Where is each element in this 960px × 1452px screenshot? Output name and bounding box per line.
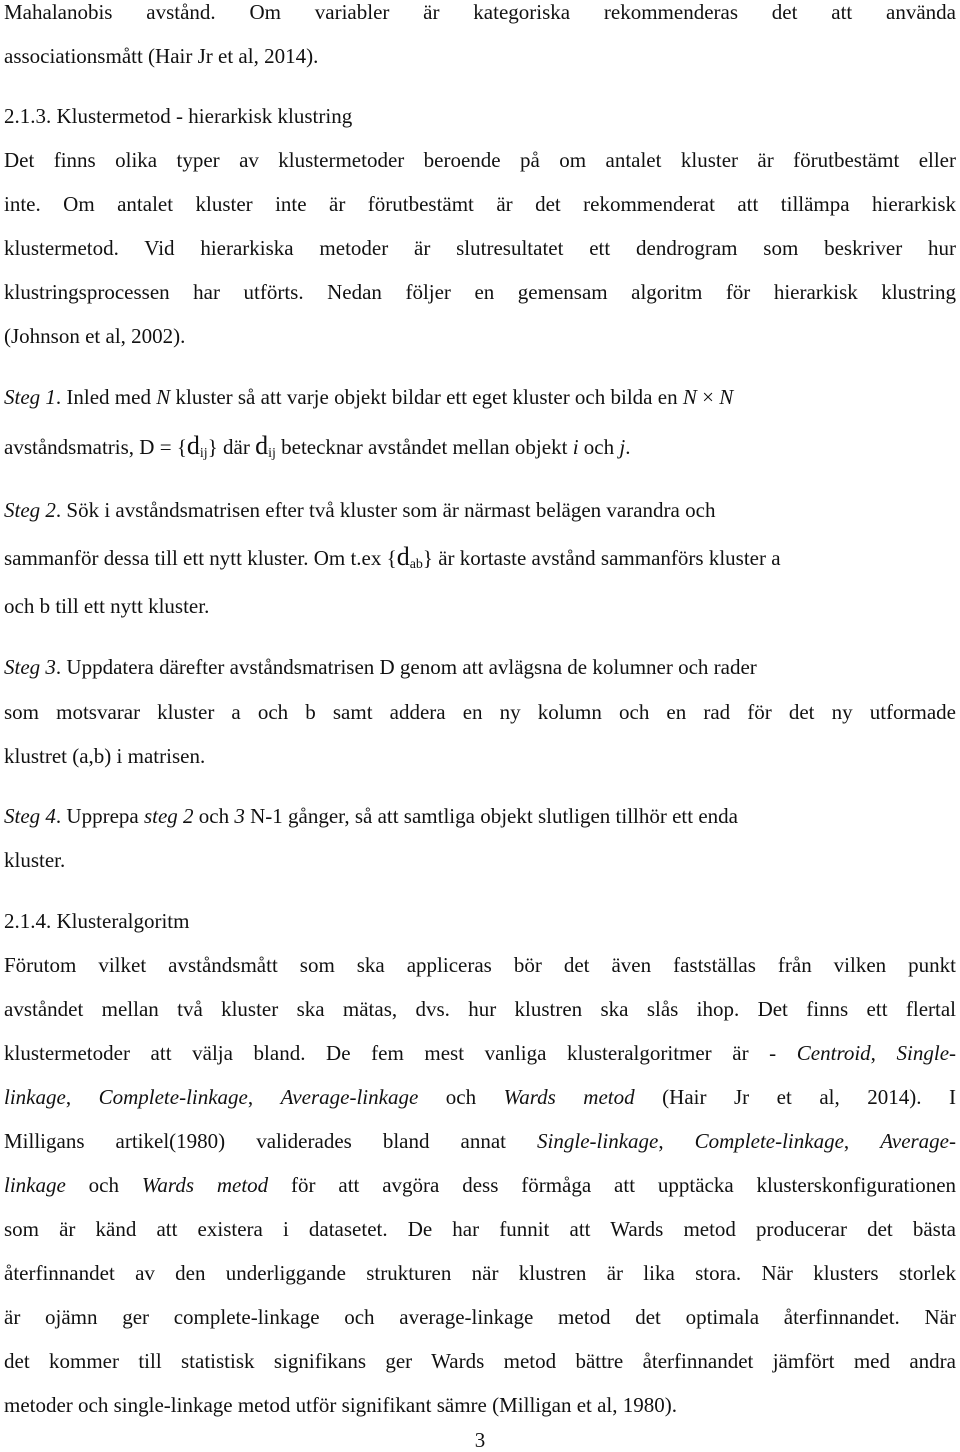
text-line: Milligans artikel(1980) validerades bland annat Single-linkage, Complete-linkage, Average-	[4, 1129, 956, 1153]
text-line: metoder och single-linkage metod utför signifikant sämre (Milligan et al, 1980).	[4, 1393, 677, 1417]
text-line: och b till ett nytt kluster.	[4, 594, 210, 618]
step-3-line-1: Steg 3. Uppdatera därefter avståndsmatrisen D genom att avlägsna de kolumner och rader	[4, 655, 757, 679]
page-number: 3	[474, 1428, 486, 1452]
step-1-line-1: Steg 1. Inled med N kluster så att varje objekt bildar ett eget kluster och bilda en N × N	[4, 385, 734, 409]
text-line: linkage, Complete-linkage, Average-linkage och Wards metod (Hair Jr et al, 2014). I	[4, 1085, 957, 1109]
text-line: klustermetoder att välja bland. De fem mest vanliga klusteralgoritmer är - Centroid, Single-	[4, 1041, 957, 1065]
step-2-line-2: sammanför dessa till ett nytt kluster. Om t.ex {dab} är kortaste avstånd sammanförs kluster a	[4, 542, 781, 572]
text-line: klustermetod. Vid hierarkiska metoder är slutresultatet ett dendrogram som beskriver hur	[4, 236, 956, 260]
step-2-line-1: Steg 2. Sök i avståndsmatrisen efter två kluster som är närmast belägen varandra och	[4, 498, 716, 522]
text-line: klustret (a,b) i matrisen.	[4, 744, 206, 768]
step-1-line-2: avståndsmatris, D = {dij} där dij betecknar avståndet mellan objekt i och j.	[4, 431, 631, 461]
text-line: återfinnandet av den underliggande strukturen när klustren är lika stora. När klusters storlek	[4, 1261, 956, 1285]
step-4-line-1: Steg 4. Upprepa steg 2 och 3 N-1 gånger, så att samtliga objekt slutligen tillhör ett enda	[4, 804, 738, 828]
text-line: Det finns olika typer av klustermetoder beroende på om antalet kluster är förutbestämt eller	[4, 148, 956, 172]
section-heading: 2.1.3. Klustermetod - hierarkisk klustring	[4, 104, 353, 128]
text-line: det kommer till statistisk signifikans ger Wards metod bättre återfinnandet jämfört med andra	[4, 1349, 956, 1373]
text-line: klustringsprocessen har utförts. Nedan följer en gemensam algoritm för hierarkisk klustring	[4, 280, 956, 304]
section-heading: 2.1.4. Klusteralgoritm	[4, 909, 190, 933]
text-line: associationsmått (Hair Jr et al, 2014).	[4, 44, 319, 68]
text-line: linkage och Wards metod för att avgöra dess förmåga att upptäcka klusterskonfigurationen	[4, 1173, 957, 1197]
text-line: kluster.	[4, 848, 66, 872]
text-line: som motsvarar kluster a och b samt addera en ny kolumn och en rad för det ny utformade	[4, 700, 956, 724]
text-line: avståndet mellan två kluster ska mätas, dvs. hur klustren ska slås ihop. Det finns ett flertal	[4, 997, 956, 1021]
text-line: (Johnson et al, 2002).	[4, 324, 186, 348]
text-line: Mahalanobis avstånd. Om variabler är kategoriska rekommenderas det att använda	[4, 0, 956, 24]
text-line: inte. Om antalet kluster inte är förutbestämt är det rekommenderat att tillämpa hierarkisk	[4, 192, 956, 216]
text-line: är ojämn ger complete-linkage och average-linkage metod det optimala återfinnandet. När	[4, 1305, 956, 1329]
text-line: Förutom vilket avståndsmått som ska appliceras bör det även fastställas från vilken punkt	[4, 953, 956, 977]
text-line: som är känd att existera i datasetet. De har funnit att Wards metod producerar det bästa	[4, 1217, 956, 1241]
